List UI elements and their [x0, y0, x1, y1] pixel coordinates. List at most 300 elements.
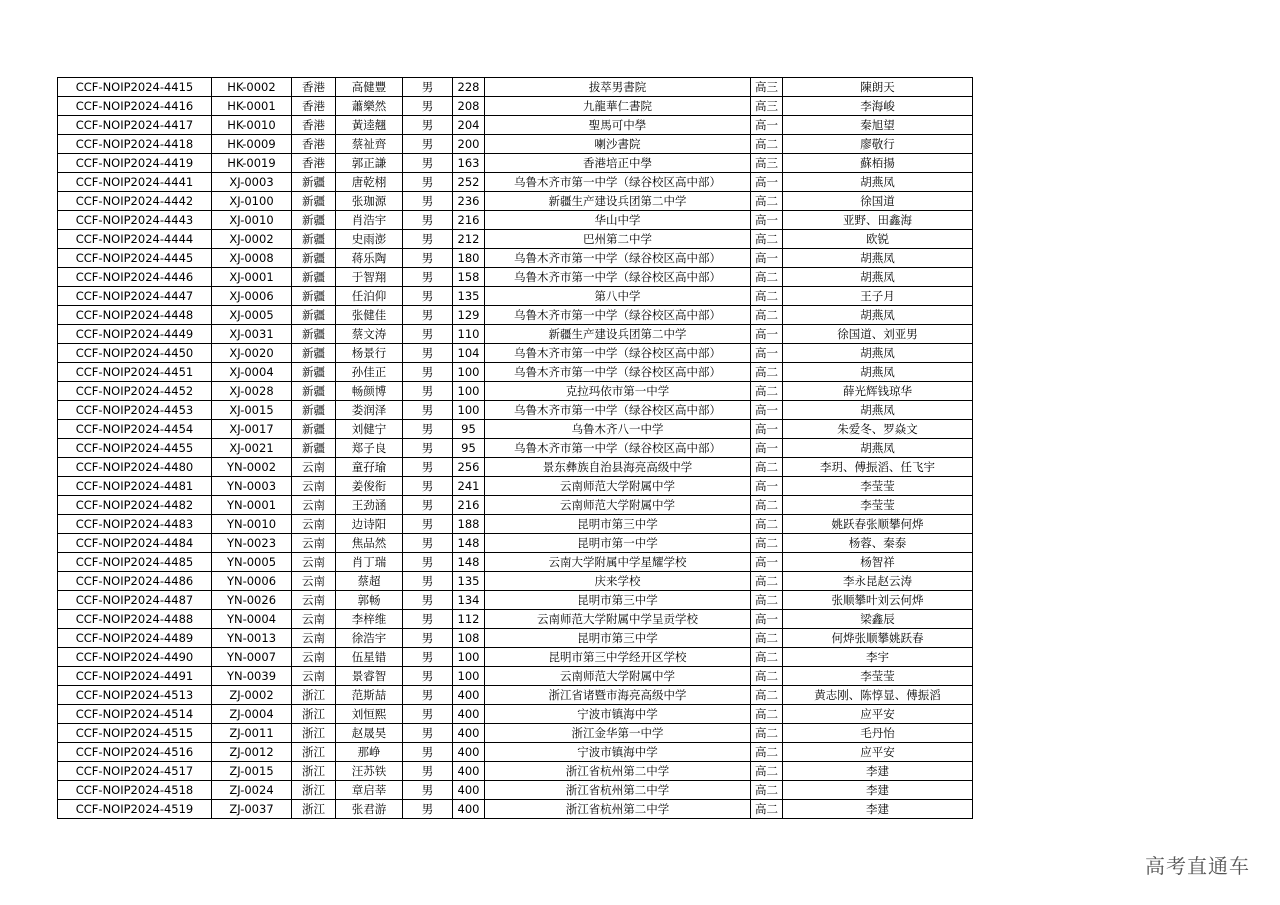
results-table [57, 77, 973, 819]
coach-cell: 胡燕凤 [783, 363, 973, 382]
gender-cell: 男 [403, 724, 453, 743]
seat-id-cell: YN-0023 [212, 534, 292, 553]
exam-id-cell: CCF-NOIP2024-4491 [58, 667, 212, 686]
grade-cell: 高二 [751, 629, 783, 648]
name-cell: 伍星错 [336, 648, 403, 667]
gender-cell: 男 [403, 116, 453, 135]
name-cell: 那峥 [336, 743, 403, 762]
seat-id-cell: YN-0005 [212, 553, 292, 572]
table-row [58, 800, 973, 819]
province-cell: 新疆 [292, 382, 336, 401]
table-row [58, 553, 973, 572]
table-row [58, 268, 973, 287]
province-cell: 浙江 [292, 724, 336, 743]
seat-id-cell: XJ-0017 [212, 420, 292, 439]
table-row [58, 762, 973, 781]
seat-id-cell: XJ-0003 [212, 173, 292, 192]
province-cell: 云南 [292, 515, 336, 534]
grade-cell: 高二 [751, 667, 783, 686]
table-row [58, 648, 973, 667]
exam-id-cell: CCF-NOIP2024-4517 [58, 762, 212, 781]
gender-cell: 男 [403, 667, 453, 686]
score-cell: 400 [453, 781, 485, 800]
name-cell: 蔡祉齊 [336, 135, 403, 154]
table-row [58, 439, 973, 458]
gender-cell: 男 [403, 572, 453, 591]
seat-id-cell: HK-0002 [212, 78, 292, 97]
coach-cell: 亚野、田鑫海 [783, 211, 973, 230]
grade-cell: 高二 [751, 496, 783, 515]
seat-id-cell: YN-0039 [212, 667, 292, 686]
name-cell: 郑子良 [336, 439, 403, 458]
score-cell: 400 [453, 705, 485, 724]
table-row [58, 781, 973, 800]
province-cell: 浙江 [292, 743, 336, 762]
score-cell: 216 [453, 211, 485, 230]
name-cell: 蕭樂然 [336, 97, 403, 116]
province-cell: 云南 [292, 610, 336, 629]
seat-id-cell: ZJ-0002 [212, 686, 292, 705]
table-row [58, 192, 973, 211]
gender-cell: 男 [403, 534, 453, 553]
seat-id-cell: YN-0006 [212, 572, 292, 591]
grade-cell: 高二 [751, 382, 783, 401]
province-cell: 新疆 [292, 420, 336, 439]
exam-id-cell: CCF-NOIP2024-4482 [58, 496, 212, 515]
school-cell: 喇沙書院 [485, 135, 751, 154]
name-cell: 张健佳 [336, 306, 403, 325]
score-cell: 200 [453, 135, 485, 154]
name-cell: 娄润泽 [336, 401, 403, 420]
seat-id-cell: YN-0010 [212, 515, 292, 534]
exam-id-cell: CCF-NOIP2024-4481 [58, 477, 212, 496]
exam-id-cell: CCF-NOIP2024-4443 [58, 211, 212, 230]
coach-cell: 杨智祥 [783, 553, 973, 572]
seat-id-cell: XJ-0010 [212, 211, 292, 230]
exam-id-cell: CCF-NOIP2024-4451 [58, 363, 212, 382]
gender-cell: 男 [403, 477, 453, 496]
seat-id-cell: YN-0026 [212, 591, 292, 610]
exam-id-cell: CCF-NOIP2024-4515 [58, 724, 212, 743]
gender-cell: 男 [403, 458, 453, 477]
province-cell: 浙江 [292, 800, 336, 819]
name-cell: 姜俊衔 [336, 477, 403, 496]
exam-id-cell: CCF-NOIP2024-4441 [58, 173, 212, 192]
table-row [58, 420, 973, 439]
gender-cell: 男 [403, 249, 453, 268]
coach-cell: 胡燕凤 [783, 401, 973, 420]
gender-cell: 男 [403, 287, 453, 306]
gender-cell: 男 [403, 230, 453, 249]
exam-id-cell: CCF-NOIP2024-4490 [58, 648, 212, 667]
gender-cell: 男 [403, 439, 453, 458]
seat-id-cell: HK-0001 [212, 97, 292, 116]
grade-cell: 高二 [751, 686, 783, 705]
score-cell: 100 [453, 363, 485, 382]
grade-cell: 高一 [751, 439, 783, 458]
school-cell: 乌鲁木齐市第一中学（绿谷校区高中部） [485, 306, 751, 325]
exam-id-cell: CCF-NOIP2024-4446 [58, 268, 212, 287]
school-cell: 新疆生产建设兵团第二中学 [485, 325, 751, 344]
score-cell: 135 [453, 572, 485, 591]
school-cell: 克拉玛依市第一中学 [485, 382, 751, 401]
grade-cell: 高一 [751, 610, 783, 629]
grade-cell: 高二 [751, 705, 783, 724]
score-cell: 400 [453, 743, 485, 762]
grade-cell: 高二 [751, 781, 783, 800]
exam-id-cell: CCF-NOIP2024-4519 [58, 800, 212, 819]
score-cell: 100 [453, 401, 485, 420]
score-cell: 134 [453, 591, 485, 610]
gender-cell: 男 [403, 800, 453, 819]
table-row [58, 325, 973, 344]
name-cell: 肖浩宇 [336, 211, 403, 230]
grade-cell: 高一 [751, 211, 783, 230]
score-cell: 252 [453, 173, 485, 192]
table-row [58, 572, 973, 591]
gender-cell: 男 [403, 515, 453, 534]
exam-id-cell: CCF-NOIP2024-4419 [58, 154, 212, 173]
province-cell: 浙江 [292, 686, 336, 705]
exam-id-cell: CCF-NOIP2024-4448 [58, 306, 212, 325]
grade-cell: 高一 [751, 344, 783, 363]
seat-id-cell: XJ-0028 [212, 382, 292, 401]
gender-cell: 男 [403, 743, 453, 762]
name-cell: 畅颜博 [336, 382, 403, 401]
school-cell: 华山中学 [485, 211, 751, 230]
table-row [58, 458, 973, 477]
name-cell: 蔡文涛 [336, 325, 403, 344]
coach-cell: 梁鑫辰 [783, 610, 973, 629]
exam-id-cell: CCF-NOIP2024-4518 [58, 781, 212, 800]
school-cell: 云南师范大学附属中学 [485, 667, 751, 686]
coach-cell: 杨蓉、秦泰 [783, 534, 973, 553]
exam-id-cell: CCF-NOIP2024-4449 [58, 325, 212, 344]
seat-id-cell: XJ-0031 [212, 325, 292, 344]
table-row [58, 135, 973, 154]
school-cell: 新疆生产建设兵团第二中学 [485, 192, 751, 211]
name-cell: 赵晟昊 [336, 724, 403, 743]
grade-cell: 高二 [751, 572, 783, 591]
gender-cell: 男 [403, 762, 453, 781]
seat-id-cell: ZJ-0037 [212, 800, 292, 819]
name-cell: 黃逵翹 [336, 116, 403, 135]
table-row [58, 401, 973, 420]
table-row [58, 496, 973, 515]
name-cell: 刘恒熙 [336, 705, 403, 724]
province-cell: 新疆 [292, 173, 336, 192]
score-cell: 208 [453, 97, 485, 116]
gender-cell: 男 [403, 306, 453, 325]
coach-cell: 李建 [783, 781, 973, 800]
table-row [58, 534, 973, 553]
school-cell: 乌鲁木齐市第一中学（绿谷校区高中部） [485, 344, 751, 363]
school-cell: 乌鲁木齐市第一中学（绿谷校区高中部） [485, 401, 751, 420]
exam-id-cell: CCF-NOIP2024-4485 [58, 553, 212, 572]
grade-cell: 高二 [751, 743, 783, 762]
coach-cell: 朱爱冬、罗焱文 [783, 420, 973, 439]
coach-cell: 李宇 [783, 648, 973, 667]
province-cell: 云南 [292, 534, 336, 553]
school-cell: 昆明市第三中学 [485, 591, 751, 610]
school-cell: 庆来学校 [485, 572, 751, 591]
score-cell: 400 [453, 724, 485, 743]
coach-cell: 姚跃春张顺攀何烨 [783, 515, 973, 534]
score-cell: 400 [453, 762, 485, 781]
grade-cell: 高二 [751, 306, 783, 325]
school-cell: 乌鲁木齐市第一中学（绿谷校区高中部） [485, 363, 751, 382]
province-cell: 云南 [292, 591, 336, 610]
seat-id-cell: XJ-0002 [212, 230, 292, 249]
exam-id-cell: CCF-NOIP2024-4483 [58, 515, 212, 534]
gender-cell: 男 [403, 344, 453, 363]
province-cell: 云南 [292, 648, 336, 667]
table-row [58, 78, 973, 97]
gender-cell: 男 [403, 553, 453, 572]
school-cell: 浙江省杭州第二中学 [485, 800, 751, 819]
exam-id-cell: CCF-NOIP2024-4454 [58, 420, 212, 439]
province-cell: 新疆 [292, 363, 336, 382]
grade-cell: 高二 [751, 648, 783, 667]
table-row [58, 154, 973, 173]
school-cell: 浙江省杭州第二中学 [485, 762, 751, 781]
table-row [58, 211, 973, 230]
coach-cell: 李莹莹 [783, 496, 973, 515]
province-cell: 云南 [292, 458, 336, 477]
school-cell: 昆明市第三中学 [485, 515, 751, 534]
province-cell: 新疆 [292, 192, 336, 211]
score-cell: 256 [453, 458, 485, 477]
score-cell: 400 [453, 800, 485, 819]
coach-cell: 毛丹怡 [783, 724, 973, 743]
name-cell: 郭畅 [336, 591, 403, 610]
watermark-text: 高考直通车 [1145, 854, 1250, 878]
name-cell: 肖丁瑞 [336, 553, 403, 572]
school-cell: 乌鲁木齐市第一中学（绿谷校区高中部） [485, 249, 751, 268]
school-cell: 云南师范大学附属中学呈贡学校 [485, 610, 751, 629]
province-cell: 香港 [292, 78, 336, 97]
name-cell: 李梓维 [336, 610, 403, 629]
seat-id-cell: HK-0009 [212, 135, 292, 154]
seat-id-cell: XJ-0015 [212, 401, 292, 420]
seat-id-cell: XJ-0005 [212, 306, 292, 325]
coach-cell: 胡燕凤 [783, 306, 973, 325]
coach-cell: 胡燕凤 [783, 439, 973, 458]
exam-id-cell: CCF-NOIP2024-4514 [58, 705, 212, 724]
table-row [58, 477, 973, 496]
table-row [58, 97, 973, 116]
name-cell: 蒋乐陶 [336, 249, 403, 268]
table-row [58, 249, 973, 268]
seat-id-cell: ZJ-0015 [212, 762, 292, 781]
score-cell: 236 [453, 192, 485, 211]
school-cell: 乌鲁木齐市第一中学（绿谷校区高中部） [485, 268, 751, 287]
school-cell: 拔萃男書院 [485, 78, 751, 97]
exam-id-cell: CCF-NOIP2024-4450 [58, 344, 212, 363]
seat-id-cell: ZJ-0011 [212, 724, 292, 743]
gender-cell: 男 [403, 686, 453, 705]
score-cell: 135 [453, 287, 485, 306]
seat-id-cell: XJ-0001 [212, 268, 292, 287]
school-cell: 云南师范大学附属中学 [485, 477, 751, 496]
exam-id-cell: CCF-NOIP2024-4453 [58, 401, 212, 420]
grade-cell: 高二 [751, 192, 783, 211]
school-cell: 巴州第二中学 [485, 230, 751, 249]
score-cell: 204 [453, 116, 485, 135]
gender-cell: 男 [403, 401, 453, 420]
gender-cell: 男 [403, 268, 453, 287]
name-cell: 童孖瑜 [336, 458, 403, 477]
seat-id-cell: HK-0010 [212, 116, 292, 135]
seat-id-cell: XJ-0008 [212, 249, 292, 268]
gender-cell: 男 [403, 154, 453, 173]
score-cell: 400 [453, 686, 485, 705]
name-cell: 焦品然 [336, 534, 403, 553]
table-row [58, 287, 973, 306]
coach-cell: 秦旭望 [783, 116, 973, 135]
exam-id-cell: CCF-NOIP2024-4444 [58, 230, 212, 249]
coach-cell: 张顺攀叶刘云何烨 [783, 591, 973, 610]
province-cell: 新疆 [292, 249, 336, 268]
coach-cell: 何烨张顺攀姚跃春 [783, 629, 973, 648]
table-row [58, 230, 973, 249]
gender-cell: 男 [403, 705, 453, 724]
score-cell: 100 [453, 667, 485, 686]
grade-cell: 高三 [751, 97, 783, 116]
school-cell: 宁波市镇海中学 [485, 705, 751, 724]
coach-cell: 徐国道 [783, 192, 973, 211]
score-cell: 163 [453, 154, 485, 173]
province-cell: 新疆 [292, 401, 336, 420]
score-cell: 95 [453, 420, 485, 439]
province-cell: 香港 [292, 97, 336, 116]
score-cell: 216 [453, 496, 485, 515]
school-cell: 第八中学 [485, 287, 751, 306]
score-cell: 228 [453, 78, 485, 97]
exam-id-cell: CCF-NOIP2024-4484 [58, 534, 212, 553]
score-cell: 212 [453, 230, 485, 249]
exam-id-cell: CCF-NOIP2024-4452 [58, 382, 212, 401]
exam-id-cell: CCF-NOIP2024-4445 [58, 249, 212, 268]
grade-cell: 高二 [751, 458, 783, 477]
gender-cell: 男 [403, 781, 453, 800]
seat-id-cell: YN-0001 [212, 496, 292, 515]
exam-id-cell: CCF-NOIP2024-4489 [58, 629, 212, 648]
gender-cell: 男 [403, 325, 453, 344]
seat-id-cell: XJ-0004 [212, 363, 292, 382]
grade-cell: 高三 [751, 78, 783, 97]
school-cell: 云南大学附属中学星耀学校 [485, 553, 751, 572]
school-cell: 宁波市镇海中学 [485, 743, 751, 762]
gender-cell: 男 [403, 382, 453, 401]
coach-cell: 李建 [783, 800, 973, 819]
grade-cell: 高二 [751, 800, 783, 819]
school-cell: 景东彝族自治县海亮高级中学 [485, 458, 751, 477]
name-cell: 高健豐 [336, 78, 403, 97]
score-cell: 148 [453, 534, 485, 553]
gender-cell: 男 [403, 192, 453, 211]
score-cell: 158 [453, 268, 485, 287]
grade-cell: 高三 [751, 154, 783, 173]
score-cell: 100 [453, 382, 485, 401]
school-cell: 乌鲁木齐市第一中学（绿谷校区高中部） [485, 439, 751, 458]
exam-id-cell: CCF-NOIP2024-4516 [58, 743, 212, 762]
name-cell: 边诗阳 [336, 515, 403, 534]
score-cell: 148 [453, 553, 485, 572]
gender-cell: 男 [403, 629, 453, 648]
name-cell: 张君游 [336, 800, 403, 819]
name-cell: 于智翔 [336, 268, 403, 287]
coach-cell: 王子月 [783, 287, 973, 306]
exam-id-cell: CCF-NOIP2024-4442 [58, 192, 212, 211]
results-table-body [58, 78, 973, 819]
gender-cell: 男 [403, 78, 453, 97]
table-row [58, 724, 973, 743]
province-cell: 新疆 [292, 287, 336, 306]
name-cell: 徐浩宇 [336, 629, 403, 648]
score-cell: 129 [453, 306, 485, 325]
grade-cell: 高二 [751, 268, 783, 287]
exam-id-cell: CCF-NOIP2024-4415 [58, 78, 212, 97]
score-cell: 104 [453, 344, 485, 363]
gender-cell: 男 [403, 135, 453, 154]
gender-cell: 男 [403, 97, 453, 116]
name-cell: 史雨澎 [336, 230, 403, 249]
school-cell: 浙江省诸暨市海亮高级中学 [485, 686, 751, 705]
grade-cell: 高二 [751, 135, 783, 154]
coach-cell: 欧锐 [783, 230, 973, 249]
province-cell: 新疆 [292, 439, 336, 458]
table-row [58, 743, 973, 762]
seat-id-cell: HK-0019 [212, 154, 292, 173]
grade-cell: 高一 [751, 325, 783, 344]
table-row [58, 591, 973, 610]
coach-cell: 胡燕凤 [783, 344, 973, 363]
score-cell: 241 [453, 477, 485, 496]
table-row [58, 667, 973, 686]
grade-cell: 高二 [751, 363, 783, 382]
exam-id-cell: CCF-NOIP2024-4416 [58, 97, 212, 116]
name-cell: 郭正謙 [336, 154, 403, 173]
province-cell: 香港 [292, 154, 336, 173]
exam-id-cell: CCF-NOIP2024-4488 [58, 610, 212, 629]
coach-cell: 胡燕凤 [783, 249, 973, 268]
seat-id-cell: XJ-0100 [212, 192, 292, 211]
school-cell: 浙江省杭州第二中学 [485, 781, 751, 800]
province-cell: 新疆 [292, 344, 336, 363]
province-cell: 云南 [292, 496, 336, 515]
name-cell: 章启莘 [336, 781, 403, 800]
seat-id-cell: YN-0003 [212, 477, 292, 496]
exam-id-cell: CCF-NOIP2024-4417 [58, 116, 212, 135]
name-cell: 孙佳正 [336, 363, 403, 382]
seat-id-cell: ZJ-0024 [212, 781, 292, 800]
gender-cell: 男 [403, 363, 453, 382]
seat-id-cell: YN-0007 [212, 648, 292, 667]
grade-cell: 高二 [751, 762, 783, 781]
province-cell: 新疆 [292, 268, 336, 287]
score-cell: 188 [453, 515, 485, 534]
gender-cell: 男 [403, 610, 453, 629]
exam-id-cell: CCF-NOIP2024-4455 [58, 439, 212, 458]
gender-cell: 男 [403, 591, 453, 610]
name-cell: 刘健宁 [336, 420, 403, 439]
gender-cell: 男 [403, 496, 453, 515]
coach-cell: 应平安 [783, 705, 973, 724]
score-cell: 100 [453, 648, 485, 667]
province-cell: 新疆 [292, 230, 336, 249]
name-cell: 任泊仰 [336, 287, 403, 306]
